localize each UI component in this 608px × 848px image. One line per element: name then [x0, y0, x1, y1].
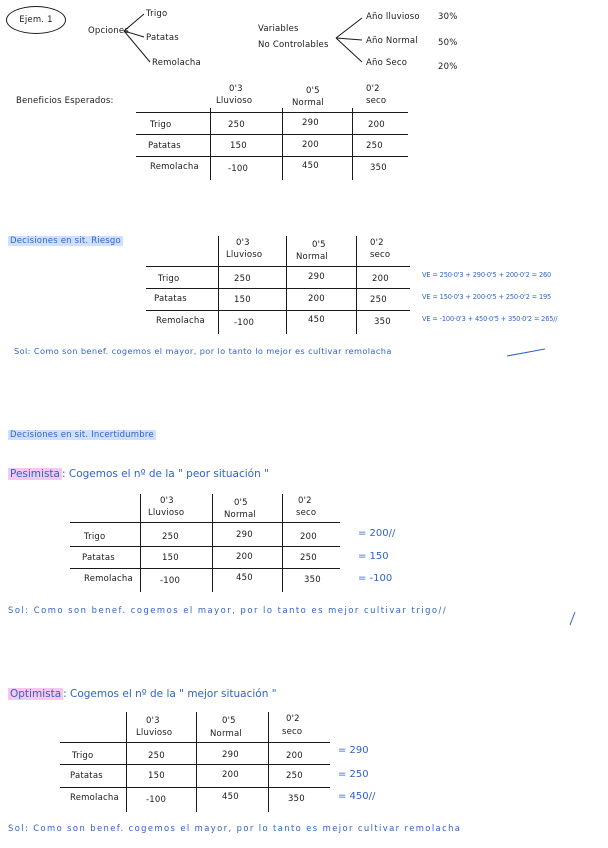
header-prob-lluvioso: 0'3: [160, 496, 174, 506]
header-lluvioso: Lluvioso: [226, 250, 263, 260]
variable-normal: Año Normal: [366, 36, 418, 46]
variables-label-2: No Controlables: [258, 40, 329, 50]
header-prob-seco: 0'2: [370, 238, 384, 248]
table-cell: 250: [366, 141, 383, 151]
riesgo-title-text: Decisiones en sit. Riesgo: [10, 236, 121, 246]
header-prob-seco: 0'2: [366, 84, 380, 94]
pesimista-sol: Sol: Como son benef. cogemos el mayor, por lo tanto es mejor cultivar trigo//: [8, 605, 448, 615]
table-cell: 450: [222, 792, 239, 802]
example-label-text: Ejem. 1: [19, 15, 53, 25]
header-prob-lluvioso: 0'3: [146, 716, 160, 726]
table-cell: 250: [228, 120, 245, 130]
header-seco: seco: [366, 96, 387, 106]
header-seco: seco: [282, 727, 303, 737]
header-prob-normal: 0'5: [222, 716, 236, 726]
table-row-label: Patatas: [70, 771, 103, 781]
variables-label-1: Variables: [258, 24, 299, 34]
optimista-line: [8, 688, 277, 700]
header-prob-lluvioso: 0'3: [229, 84, 243, 94]
pesimista-text: : Cogemos el nº de la " peor situación ": [61, 468, 269, 480]
table-cell: 450: [308, 315, 325, 325]
table-cell: 250: [300, 553, 317, 563]
table-cell: 150: [234, 295, 251, 305]
table-cell: 150: [230, 141, 247, 151]
optimista-text: : Cogemos el nº de la " mejor situación ": [63, 688, 277, 700]
table-row-label: Patatas: [82, 553, 115, 563]
table-cell: 200: [372, 274, 389, 284]
table-row-label: Patatas: [148, 141, 181, 151]
table-cell: 200: [236, 552, 253, 562]
header-prob-normal: 0'5: [234, 498, 248, 508]
header-prob-seco: 0'2: [286, 714, 300, 724]
table-cell: 200: [368, 120, 385, 130]
ve-trigo: VE = 250·0'3 + 290·0'5 + 200·0'2 = 260: [422, 271, 552, 279]
table-cell: 250: [162, 532, 179, 542]
option-trigo: Trigo: [146, 9, 168, 19]
optimista-result-trigo: = 290: [338, 745, 369, 756]
header-prob-seco: 0'2: [298, 496, 312, 506]
header-seco: seco: [370, 250, 391, 260]
option-remolacha: Remolacha: [152, 58, 201, 68]
table-cell: 200: [302, 140, 319, 150]
riesgo-title: [8, 236, 123, 246]
header-lluvioso: Lluvioso: [148, 508, 185, 518]
table-row-label: Trigo: [72, 751, 94, 761]
table-cell: 150: [162, 553, 179, 563]
header-normal: Normal: [210, 729, 242, 739]
table-cell: 290: [308, 272, 325, 282]
header-lluvioso: Lluvioso: [136, 728, 173, 738]
variable-normal-pct: 50%: [438, 38, 458, 48]
header-normal: Normal: [224, 510, 256, 520]
optimista-sol: Sol: Como son benef. cogemos el mayor, por lo tanto es mejor cultivar remolacha: [8, 823, 462, 833]
table-row-label: Trigo: [84, 532, 106, 542]
incertidumbre-title-text: Decisiones en sit. Incertidumbre: [10, 430, 154, 440]
beneficios-label: Beneficios Esperados:: [16, 96, 114, 106]
table-cell: 250: [234, 274, 251, 284]
table-cell: 200: [222, 770, 239, 780]
table-cell: 350: [304, 575, 321, 585]
pesimista-result-remolacha: = -100: [358, 573, 393, 584]
table-cell: 200: [286, 751, 303, 761]
riesgo-sol: Sol: Como son benef. cogemos el mayor, por lo tanto lo mejor es cultivar remolacha: [14, 346, 392, 356]
variable-lluvioso: Año lluvioso: [366, 12, 420, 22]
ve-patatas: VE = 150·0'3 + 200·0'5 + 250·0'2 = 195: [422, 293, 552, 301]
table-cell: 290: [222, 750, 239, 760]
table-row-label: Patatas: [154, 294, 187, 304]
pesimista-line: [8, 468, 269, 480]
ve-remolacha: VE = -100·0'3 + 450·0'5 + 350·0'2 = 265//: [422, 315, 558, 323]
table-row-label: Remolacha: [150, 162, 199, 172]
table-cell: 290: [302, 118, 319, 128]
header-seco: seco: [296, 508, 317, 518]
pesimista-result-patatas: = 150: [358, 551, 389, 562]
table-row-label: Remolacha: [70, 793, 119, 803]
table-cell: -100: [234, 318, 255, 328]
header-prob-lluvioso: 0'3: [236, 238, 250, 248]
table-cell: 250: [286, 771, 303, 781]
table-cell: 350: [288, 794, 305, 804]
table-row-label: Trigo: [150, 120, 172, 130]
pesimista-result-trigo: = 200//: [358, 528, 396, 539]
optimista-label: Optimista: [10, 688, 62, 700]
table-row-label: Remolacha: [156, 316, 205, 326]
table-cell: -100: [228, 164, 249, 174]
header-lluvioso: Lluvioso: [216, 96, 253, 106]
variable-lluvioso-pct: 30%: [438, 12, 458, 22]
table-cell: 290: [236, 530, 253, 540]
table-cell: 350: [374, 317, 391, 327]
incertidumbre-title: [8, 430, 156, 440]
table-cell: 450: [236, 573, 253, 583]
optimista-result-remolacha: = 450//: [338, 791, 376, 802]
optimista-result-patatas: = 250: [338, 769, 369, 780]
header-normal: Normal: [292, 98, 324, 108]
table-cell: 250: [370, 295, 387, 305]
variable-seco: Año Seco: [366, 58, 408, 68]
pesimista-label: Pesimista: [10, 468, 60, 480]
table-cell: 200: [308, 294, 325, 304]
table-cell: 200: [300, 532, 317, 542]
table-cell: -100: [146, 795, 167, 805]
table-cell: -100: [160, 576, 181, 586]
options-label: Opciones: [88, 26, 129, 36]
table-cell: 350: [370, 163, 387, 173]
variable-seco-pct: 20%: [438, 62, 458, 72]
table-cell: 450: [302, 161, 319, 171]
option-patatas: Patatas: [146, 33, 179, 43]
header-normal: Normal: [296, 252, 328, 262]
header-prob-normal: 0'5: [306, 86, 320, 96]
header-prob-normal: 0'5: [312, 240, 326, 250]
table-row-label: Trigo: [158, 274, 180, 284]
table-cell: 150: [148, 771, 165, 781]
table-cell: 250: [148, 751, 165, 761]
table-row-label: Remolacha: [84, 574, 133, 584]
